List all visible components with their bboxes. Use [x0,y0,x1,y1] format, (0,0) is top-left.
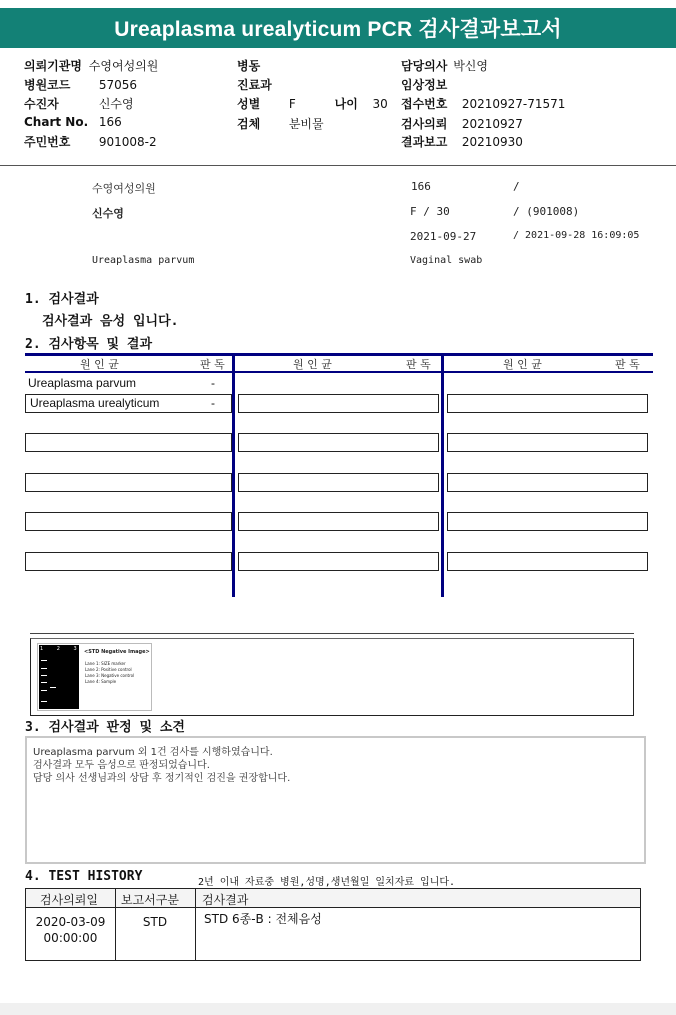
resident-row [24,133,157,150]
history-header-type: 보고서구분 [121,893,179,907]
patient-label: 수진자 [24,97,59,111]
header-divider [0,165,676,166]
result-cell [25,552,232,571]
gel-legend-line: Lane 4: Sample [85,679,117,684]
history-note: 2년 이내 자료중 병원,성명,생년월일 일치자료 입니다. [198,877,456,888]
chart-label: Chart No. [24,115,89,129]
ward-label: 병동 [237,59,261,73]
resident-label: 주민번호 [24,135,71,149]
receipt-value: 20210927-71571 [461,97,566,111]
history-table [25,888,641,961]
result-cell [447,473,648,492]
info-request-date: 2021-09-27 [410,230,477,243]
request-value: 20210927 [461,117,523,131]
institution-row [24,57,158,74]
doctor-label: 담당의사 [401,59,448,73]
institution-label: 의뢰기관명 [24,59,82,73]
history-header-date: 검사의뢰일 [40,893,98,907]
results-grid-header-rule [25,371,653,373]
top-strip [0,0,676,8]
request-row [401,115,523,132]
history-col-divider [195,889,196,960]
result-cell [25,473,232,492]
col1-organism-header: 원 인 균 [80,358,119,371]
marker-band [41,660,47,661]
gel-legend-line: Lane 3: Negative control [85,673,135,678]
history-row-time: 00:00:00 [43,931,98,945]
doctor-row [401,57,488,74]
result-cell [447,433,648,452]
gel-electrophoresis-image [37,643,152,711]
gel-lane-numbers: 1 2 3 4 [40,646,100,652]
age-value: 30 [372,97,388,111]
gel-legend-line: Lane 1: SIZE marker [85,661,126,666]
code-value: 57056 [98,78,138,92]
col1-verdict-header: 판 독 [200,358,225,371]
result-cell [25,433,232,452]
result-cell [447,394,648,413]
sex-label: 성별 [237,97,261,111]
dept-row [237,76,276,93]
section3-title: 3. 검사결과 판정 및 소견 [25,720,185,735]
receipt-label: 접수번호 [401,97,448,111]
info-hospital: 수영여성의원 [92,182,156,195]
section4-title: 4. TEST HISTORY [25,869,143,884]
col3-verdict-header: 판 독 [615,358,640,371]
info-report-datetime: / 2021-09-28 16:09:05 [513,230,640,241]
gel-lanes [39,645,79,709]
ward-row [237,57,264,74]
specimen-label: 검체 [237,117,261,131]
specimen-row [237,115,324,132]
results-grid-divider-1 [232,353,235,597]
result-cell [238,552,439,571]
section1-title: 1. 검사결과 [25,292,99,307]
clinical-label: 임상정보 [401,78,448,92]
result-row-1-organism: Ureaplasma parvum [28,376,137,390]
history-row-result: STD 6종-B : 전체음성 [204,912,322,926]
result-row-2-organism: Ureaplasma urealyticum [30,396,160,410]
receipt-row [401,95,565,112]
result-value: 20210930 [461,135,523,149]
info-slash: / [513,180,520,193]
sex-row [237,95,388,112]
clinical-row [401,76,451,93]
marker-band [41,675,47,676]
opinion-line-1: Ureaplasma parvum 외 1건 검사를 시행하였습니다. [33,747,273,758]
history-row-type: STD [142,915,168,929]
gel-caption: <STD Negative Image> [84,649,150,655]
institution-value: 수영여성의원 [88,59,159,73]
marker-band [41,682,47,683]
marker-band [41,701,47,702]
result-summary: 검사결과 음성 입니다. [42,314,179,329]
result-row-1-verdict: - [211,376,215,390]
result-cell [238,473,439,492]
result-cell [447,512,648,531]
code-label: 병원코드 [24,78,71,92]
image-top-rule [30,633,634,634]
control-band [50,687,56,688]
info-name: 신수영 [92,207,124,220]
specimen-value: 분비물 [288,117,324,131]
doctor-value: 박신영 [453,59,488,73]
report-title: Ureaplasma urealyticum PCR 검사결과보고서 [0,8,676,48]
opinion-line-2: 검사결과 모두 음성으로 판정되었습니다. [33,760,210,771]
code-row [24,76,137,93]
dept-label: 진료과 [237,78,272,92]
section2-title: 2. 검사항목 및 결과 [25,337,153,352]
opinion-line-3: 담당 의사 선생님과의 상담 후 정기적인 검진을 권장합니다. [33,773,291,784]
age-label: 나이 [334,97,358,111]
info-specimen: Vaginal swab [410,255,483,266]
marker-band [41,690,47,691]
info-birth: / (901008) [513,205,580,218]
result-cell [238,433,439,452]
results-grid-divider-2 [441,353,444,597]
patient-value: 신수영 [98,97,134,111]
col2-verdict-header: 판 독 [406,358,431,371]
col2-organism-header: 원 인 균 [293,358,332,371]
info-chart-no: 166 [411,180,431,193]
chart-value: 166 [98,115,122,129]
request-label: 검사의뢰 [401,117,448,131]
result-cell [25,512,232,531]
history-header-row [26,889,640,908]
info-test-name: Ureaplasma parvum [92,255,195,266]
marker-band [41,668,47,669]
info-sex-age: F / 30 [410,205,450,218]
gel-legend-line: Lane 2: Positive control [85,667,132,672]
result-cell [238,394,439,413]
results-grid-top-rule [25,353,653,356]
chart-row [24,115,122,129]
col3-organism-header: 원 인 균 [503,358,542,371]
resident-value: 901008-2 [98,135,157,149]
result-row [401,133,523,150]
result-label: 결과보고 [401,135,448,149]
result-row-2-verdict: - [211,396,215,410]
result-cell [238,512,439,531]
result-cell [447,552,648,571]
patient-row [24,95,134,112]
history-row-date: 2020-03-09 [35,915,106,929]
history-header-result: 검사결과 [202,893,249,907]
sex-value: F [288,97,296,111]
